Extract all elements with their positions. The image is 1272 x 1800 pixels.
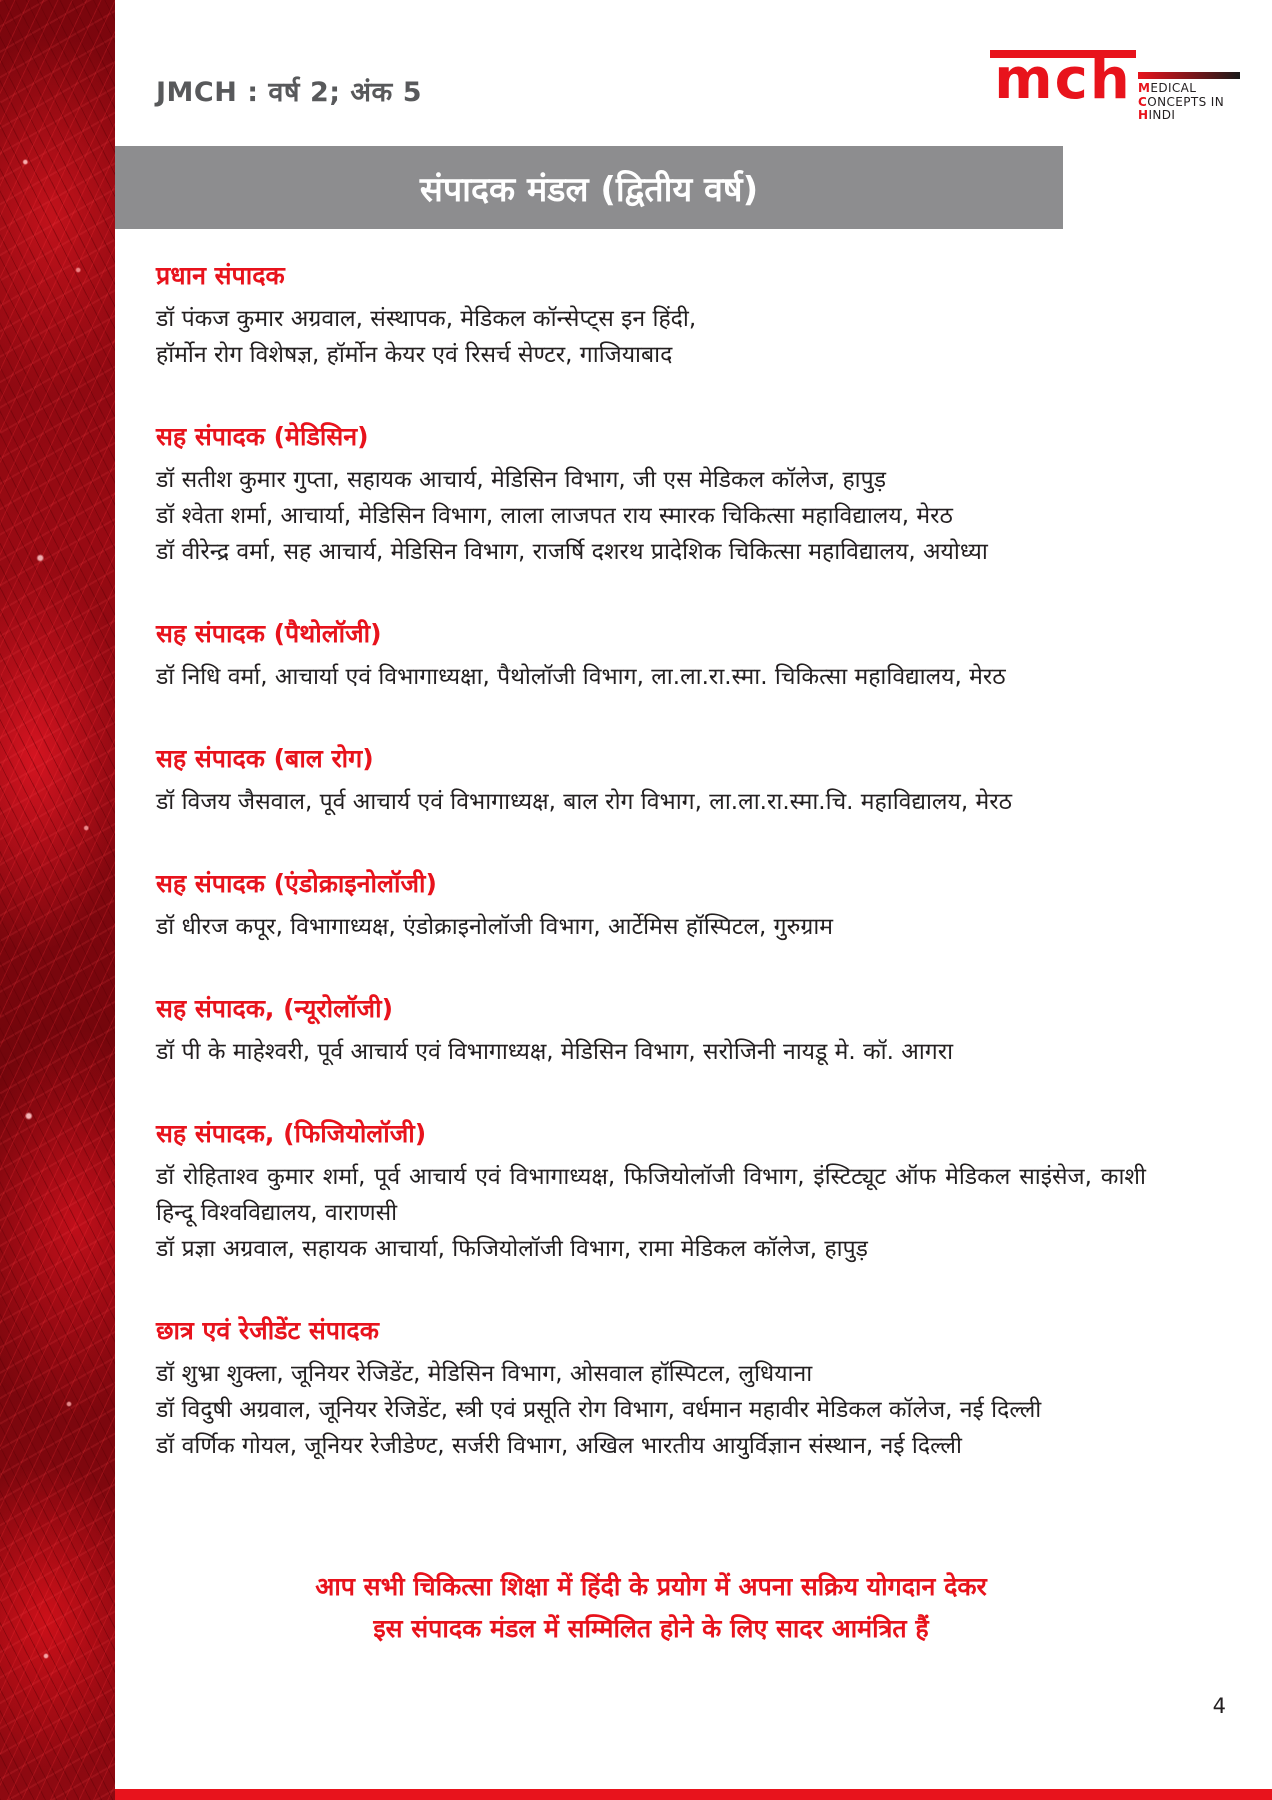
member-line: डॉ विदुषी अग्रवाल, जूनियर रेजिडेंट, स्त्री एवं प्रसूति रोग विभाग, वर्धमान महावीर मेडिकल कॉलेज, नई दिल्ली xyxy=(156,1397,1042,1423)
page-title: संपादक मंडल (द्वितीय वर्ष) xyxy=(419,169,759,210)
section-heading: सह संपादक (बाल रोग) xyxy=(156,744,374,773)
member-line: डॉ निधि वर्मा, आचार्या एवं विभागाध्यक्षा, पैथोलॉजी विभाग, ला.ला.रा.स्मा. चिकित्सा महाविद्यालय, मेरठ xyxy=(156,664,1006,690)
member-line: डॉ पी के माहेश्वरी, पूर्व आचार्य एवं विभागाध्यक्ष, मेडिसिन विभाग, सरोजिनी नायडू मे. कॉ. आगरा xyxy=(156,1039,954,1065)
bottom-red-bar xyxy=(115,1789,1272,1800)
page-number: 4 xyxy=(1212,1694,1226,1718)
section-heading: प्रधान संपादक xyxy=(156,261,285,290)
section xyxy=(156,866,1146,945)
section xyxy=(156,1116,1146,1267)
member-line: डॉ प्रज्ञा अग्रवाल, सहायक आचार्या, फिजियोलॉजी विभाग, रामा मेडिकल कॉलेज, हापुड़ xyxy=(156,1236,868,1262)
member-line: हॉर्मोन रोग विशेषज्ञ, हॉर्मोन केयर एवं रिसर्च सेण्टर, गाजियाबाद xyxy=(156,342,673,368)
member-line: डॉ पंकज कुमार अग्रवाल, संस्थापक, मेडिकल कॉन्सेप्ट्स इन हिंदी, xyxy=(156,306,697,332)
journal-issue-label: JMCH : वर्ष 2; अंक 5 xyxy=(156,77,422,108)
logo-gradient-bar xyxy=(1138,72,1240,79)
member-line: डॉ शुभ्रा शुक्ला, जूनियर रेजिडेंट, मेडिसिन विभाग, ओसवाल हॉस्पिटल, लुधियाना xyxy=(156,1361,813,1387)
mch-logo-tagline-block xyxy=(1138,72,1240,123)
section-heading: सह संपादक (पैथोलॉजी) xyxy=(156,619,382,648)
section-heading: सह संपादक (एंडोक्राइनोलॉजी) xyxy=(156,869,437,898)
mch-logo xyxy=(990,47,1240,123)
section xyxy=(156,419,1146,570)
member-line: डॉ रोहिताश्व कुमार शर्मा, पूर्व आचार्य एवं विभागाध्यक्ष, फिजियोलॉजी विभाग, इंस्टिट्यूट ऑफ मेडिकल साइंसेज, काशी हिन्दू विश्वविद्यालय, वाराणसी xyxy=(156,1164,1146,1226)
section xyxy=(156,616,1146,695)
member-line: डॉ श्वेता शर्मा, आचार्या, मेडिसिन विभाग, लाला लाजपत राय स्मारक चिकित्सा महाविद्यालय, मेरठ xyxy=(156,503,953,529)
section xyxy=(156,258,1146,373)
section-heading: सह संपादक, (न्यूरोलॉजी) xyxy=(156,994,394,1023)
mch-logo-wordmark xyxy=(990,47,1136,112)
section xyxy=(156,741,1146,820)
invitation-line-1: आप सभी चिकित्सा शिक्षा में हिंदी के प्रयोग में अपना सक्रिय योगदान देकर xyxy=(315,1572,987,1601)
section-title-banner xyxy=(115,146,1063,229)
invitation-line-2: इस संपादक मंडल में सम्मिलित होने के लिए सादर आमंत्रित हैं xyxy=(373,1614,929,1643)
section xyxy=(156,1313,1146,1464)
section-heading: सह संपादक (मेडिसिन) xyxy=(156,422,369,451)
logo-tagline-line: CONCEPTS IN xyxy=(1138,94,1225,109)
logo-tagline-line: HINDI xyxy=(1138,108,1176,122)
member-line: डॉ विजय जैसवाल, पूर्व आचार्य एवं विभागाध्यक्ष, बाल रोग विभाग, ला.ला.रा.स्मा.चि. महाविद्यालय, मेरठ xyxy=(156,789,1012,815)
section-heading: सह संपादक, (फिजियोलॉजी) xyxy=(156,1119,427,1148)
section xyxy=(156,991,1146,1070)
decorative-red-strip xyxy=(0,0,115,1800)
logo-wordmark-text: mch xyxy=(994,47,1132,112)
member-line: डॉ धीरज कपूर, विभागाध्यक्ष, एंडोक्राइनोलॉजी विभाग, आर्टेमिस हॉस्पिटल, गुरुग्राम xyxy=(156,914,834,940)
member-line: डॉ वर्णिक गोयल, जूनियर रेजीडेण्ट, सर्जरी विभाग, अखिल भारतीय आयुर्विज्ञान संस्थान, नई दिल्ली xyxy=(156,1433,962,1459)
section-heading: छात्र एवं रेजीडेंट संपादक xyxy=(156,1316,379,1345)
logo-tagline xyxy=(1138,82,1240,123)
logo-tagline-line: MEDICAL xyxy=(1138,81,1197,95)
member-line: डॉ वीरेन्द्र वर्मा, सह आचार्य, मेडिसिन विभाग, राजर्षि दशरथ प्रादेशिक चिकित्सा महाविद्यालय, अयोध्या xyxy=(156,539,988,565)
member-line: डॉ सतीश कुमार गुप्ता, सहायक आचार्य, मेडिसिन विभाग, जी एस मेडिकल कॉलेज, हापुड़ xyxy=(156,467,886,493)
editorial-board-sections xyxy=(156,258,1146,1510)
invitation-note xyxy=(156,1566,1146,1650)
